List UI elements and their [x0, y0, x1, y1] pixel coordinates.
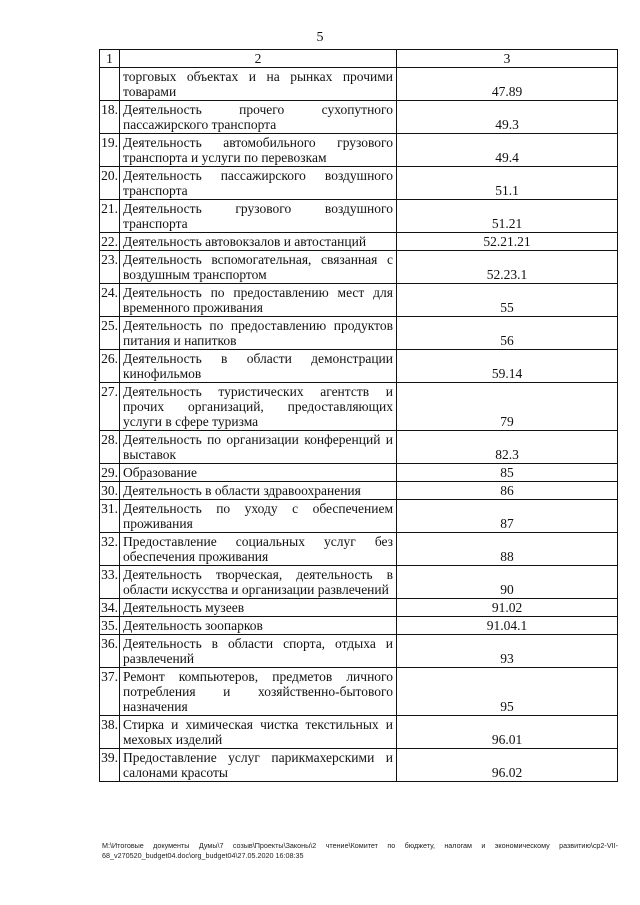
okved-code: 90: [397, 566, 618, 599]
activity-name: Образование: [120, 464, 397, 482]
okved-code: 96.01: [397, 716, 618, 749]
activity-name: Деятельность музеев: [120, 599, 397, 617]
row-number: 22.: [101, 234, 118, 249]
table-row: [100, 533, 618, 566]
row-number: 35.: [101, 618, 118, 633]
row-number: 20.: [100, 167, 120, 200]
table-row: [100, 749, 618, 782]
activity-name: Деятельность прочего сухопутного пассажирского транспорта: [120, 101, 397, 134]
row-number: 31.: [100, 500, 120, 533]
table-row: [100, 464, 618, 482]
table-row: [100, 635, 618, 668]
okved-code: 55: [397, 284, 618, 317]
okved-code: 52.21.21: [397, 233, 618, 251]
activity-name: Деятельность по предоставлению мест для временного проживания: [120, 284, 397, 317]
table-row: [100, 284, 618, 317]
activity-name: Деятельность зоопарков: [120, 617, 397, 635]
table-row: [100, 668, 618, 716]
row-number: 18.: [100, 101, 120, 134]
okved-code: 96.02: [397, 749, 618, 782]
row-number: 25.: [100, 317, 120, 350]
table-row: [100, 482, 618, 500]
okved-code: 82.3: [397, 431, 618, 464]
table-row: [100, 431, 618, 464]
table-row: [100, 101, 618, 134]
activity-name: Деятельность автовокзалов и автостанций: [120, 233, 397, 251]
table-row: [100, 167, 618, 200]
row-number: 34.: [101, 600, 118, 615]
row-number: 26.: [100, 350, 120, 383]
activity-table: [99, 49, 618, 782]
row-number: 30.: [101, 483, 118, 498]
table-row: [100, 233, 618, 251]
activity-name: Деятельность туристических агентств и прочих организаций, предоставляющих услуги в сфере туризма: [120, 383, 397, 431]
table-row: [100, 251, 618, 284]
header-col-3: 3: [397, 50, 618, 68]
page-number: 5: [316, 30, 324, 45]
table-row: [100, 68, 618, 101]
okved-code: 93: [397, 635, 618, 668]
activity-name: Деятельность вспомогательная, связанная с воздушным транспортом: [120, 251, 397, 284]
okved-code: 95: [397, 668, 618, 716]
row-number: 39.: [100, 749, 120, 782]
row-number: 32.: [100, 533, 120, 566]
activity-name: Деятельность пассажирского воздушного транспорта: [120, 167, 397, 200]
okved-code: 91.04.1: [397, 617, 618, 635]
okved-code: 59.14: [397, 350, 618, 383]
table-row: [100, 134, 618, 167]
okved-code: 47.89: [397, 68, 618, 101]
row-number: 29.: [101, 465, 118, 480]
table-row: [100, 317, 618, 350]
activity-name: Деятельность в области спорта, отдыха и развлечений: [120, 635, 397, 668]
table-row: [100, 383, 618, 431]
row-number: 36.: [100, 635, 120, 668]
okved-code: 56: [397, 317, 618, 350]
table-row: [100, 566, 618, 599]
header-col-1: 1: [100, 50, 120, 68]
row-number: 37.: [100, 668, 120, 716]
activity-name: Деятельность по организации конференций и выставок: [120, 431, 397, 464]
activity-name: Ремонт компьютеров, предметов личного потребления и хозяйственно-бытового назначения: [120, 668, 397, 716]
activity-name: Деятельность по предоставлению продуктов питания и напитков: [120, 317, 397, 350]
okved-code: 91.02: [397, 599, 618, 617]
okved-code: 51.21: [397, 200, 618, 233]
okved-code: 49.3: [397, 101, 618, 134]
row-number: 33.: [100, 566, 120, 599]
activity-name: Деятельность по уходу с обеспечением проживания: [120, 500, 397, 533]
activity-name: Предоставление услуг парикмахерскими и салонами красоты: [120, 749, 397, 782]
table-row: [100, 500, 618, 533]
row-number: 24.: [100, 284, 120, 317]
activity-name: Деятельность творческая, деятельность в области искусства и организации развлечений: [120, 566, 397, 599]
activity-name: Деятельность в области здравоохранения: [120, 482, 397, 500]
activity-name: Деятельность в области демонстрации кинофильмов: [120, 350, 397, 383]
table-row: [100, 350, 618, 383]
table-row: [100, 200, 618, 233]
okved-code: 52.23.1: [397, 251, 618, 284]
row-number: 28.: [100, 431, 120, 464]
activity-name: торговых объектах и на рынках прочими товарами: [120, 68, 397, 101]
row-number: 23.: [100, 251, 120, 284]
activity-name: Деятельность автомобильного грузового транспорта и услуги по перевозкам: [120, 134, 397, 167]
okved-code: 87: [397, 500, 618, 533]
table-row: [100, 599, 618, 617]
activity-name: Деятельность грузового воздушного транспорта: [120, 200, 397, 233]
activity-name: Предоставление социальных услуг без обеспечения проживания: [120, 533, 397, 566]
row-number: 21.: [100, 200, 120, 233]
okved-code: 86: [397, 482, 618, 500]
okved-code: 79: [397, 383, 618, 431]
row-number: 27.: [100, 383, 120, 431]
row-number: [100, 68, 120, 101]
okved-code: 51.1: [397, 167, 618, 200]
table-header-row: [100, 50, 618, 68]
okved-code: 49.4: [397, 134, 618, 167]
table-row: [100, 617, 618, 635]
row-number: 19.: [100, 134, 120, 167]
activity-name: Стирка и химическая чистка текстильных и меховых изделий: [120, 716, 397, 749]
table-row: [100, 716, 618, 749]
header-col-2: 2: [120, 50, 397, 68]
okved-code: 88: [397, 533, 618, 566]
row-number: 38.: [100, 716, 120, 749]
file-path-footer: M:\Итоговые документы Думы\7 созыв\Проекты\Законы\2 чтение\Комитет по бюджету, налогам и экономическому развитию\ср2-VII-68_v270520_budget04.doc\org_budget04\27.05.2020 16:08:35: [102, 841, 618, 860]
okved-code: 85: [397, 464, 618, 482]
